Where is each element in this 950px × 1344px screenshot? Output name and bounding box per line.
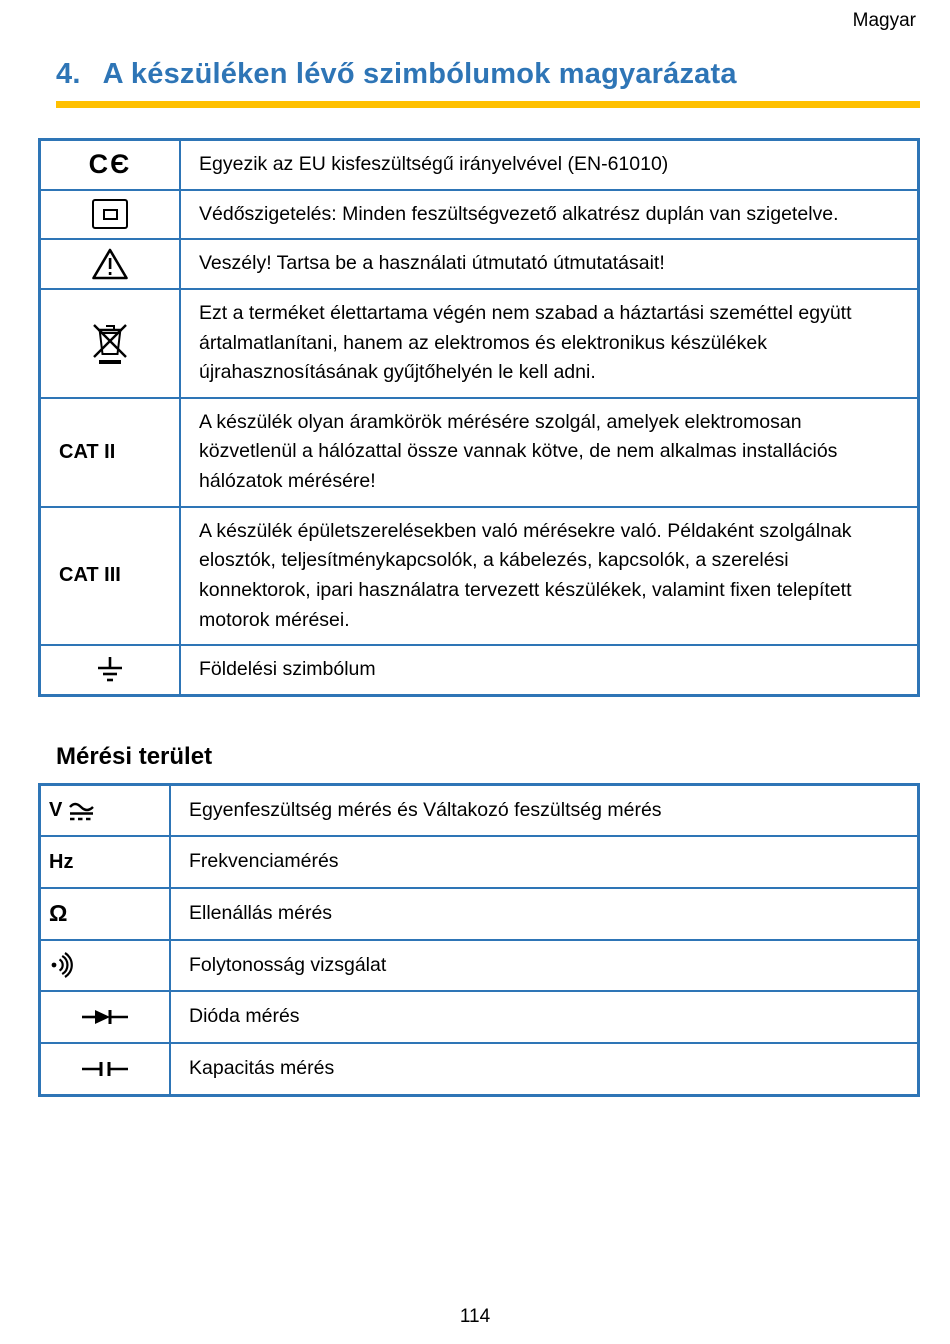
- symbol-row: [40, 507, 919, 646]
- ohm-symbol: Ω: [49, 900, 68, 927]
- symbol-cell: [40, 289, 181, 398]
- symbol-row: [40, 190, 919, 240]
- symbol-cell: [40, 1043, 171, 1095]
- ac-dc-icon: [67, 800, 97, 822]
- symbol-cell: [40, 784, 171, 836]
- measurement-description: Folytonosság vizsgálat: [170, 940, 919, 992]
- measurement-row: [40, 836, 919, 888]
- symbol-description: Földelési szimbólum: [180, 645, 919, 695]
- symbol-row: [40, 289, 919, 398]
- measurement-description: Kapacitás mérés: [170, 1043, 919, 1095]
- page-number: 114: [459, 1306, 491, 1327]
- symbol-cell: [40, 507, 181, 646]
- symbol-cell: [40, 836, 171, 888]
- symbol-description: A készülék épületszerelésekben való mérésekre való. Példaként szolgálnak elosztók, teljesítménykapcsolók, a kábelezés, kapcsolók, a szerelési konnektorok, ipari használatra tervezett készülékek, valamint fixen telepített motorok mérései.: [180, 507, 919, 646]
- symbol-description: Egyezik az EU kisfeszültségű irányelvével (EN-61010): [180, 140, 919, 190]
- double-insulation-icon: [92, 199, 128, 229]
- section-number: 4.: [56, 58, 81, 90]
- measurement-section-title: Mérési terület: [56, 742, 213, 770]
- symbol-row: [40, 239, 919, 289]
- measurement-row: [40, 940, 919, 992]
- capacitance-icon: [80, 1059, 130, 1079]
- ce-mark-icon: CЄ: [88, 149, 132, 180]
- measurement-row: [40, 991, 919, 1043]
- symbols-table: [38, 138, 920, 697]
- section-title: A készüléken lévő szimbólumok magyarázata: [102, 58, 737, 90]
- symbol-description: Védőszigetelés: Minden feszültségvezető alkatrész duplán van szigetelve.: [180, 190, 919, 240]
- earth-ground-icon: [94, 655, 126, 685]
- hertz-label: Hz: [49, 850, 74, 873]
- symbol-cell: [40, 991, 171, 1043]
- symbol-row: [40, 398, 919, 507]
- measurement-table: [38, 783, 920, 1097]
- continuity-icon: [49, 952, 77, 978]
- double-insulation-inner-square: [103, 209, 118, 220]
- measurement-row: [40, 888, 919, 940]
- symbol-cell: [40, 940, 171, 992]
- measurement-description: Dióda mérés: [170, 991, 919, 1043]
- symbol-cell: [40, 190, 181, 240]
- symbol-description: A készülék olyan áramkörök mérésére szolgál, amelyek elektromosan közvetlenül a hálózattal össze vannak kötve, de nem alkalmas installációs hálózatok mérésére!: [180, 398, 919, 507]
- symbol-description: Ezt a terméket élettartama végén nem szabad a háztartási szeméttel együtt ártalmatlanítani, hanem az elektromos és elektronikus készülékek újrahasznosításának gyűjtőhelyén le kell adni.: [180, 289, 919, 398]
- symbol-cell: [40, 398, 181, 507]
- symbol-cell: [40, 888, 171, 940]
- voltage-label: V: [49, 799, 63, 822]
- measurement-description: Egyenfeszültség mérés és Váltakozó feszültség mérés: [170, 784, 919, 836]
- cat-iii-label: CAT III: [59, 564, 121, 587]
- section-heading: [56, 58, 920, 108]
- symbol-description: Veszély! Tartsa be a használati útmutató útmutatásait!: [180, 239, 919, 289]
- diode-icon: [80, 1007, 130, 1027]
- symbol-cell: [40, 140, 181, 190]
- measurement-row: [40, 784, 919, 836]
- cat-ii-label: CAT II: [59, 440, 116, 463]
- symbol-row: [40, 140, 919, 190]
- symbol-cell: [40, 645, 181, 695]
- symbol-cell: [40, 239, 181, 289]
- measurement-row: [40, 1043, 919, 1095]
- symbol-row: [40, 645, 919, 695]
- language-label: Magyar: [852, 10, 916, 31]
- measurement-description: Frekvenciamérés: [170, 836, 919, 888]
- warning-triangle-icon: [91, 247, 129, 281]
- weee-crossed-bin-icon: [89, 320, 131, 366]
- measurement-description: Ellenállás mérés: [170, 888, 919, 940]
